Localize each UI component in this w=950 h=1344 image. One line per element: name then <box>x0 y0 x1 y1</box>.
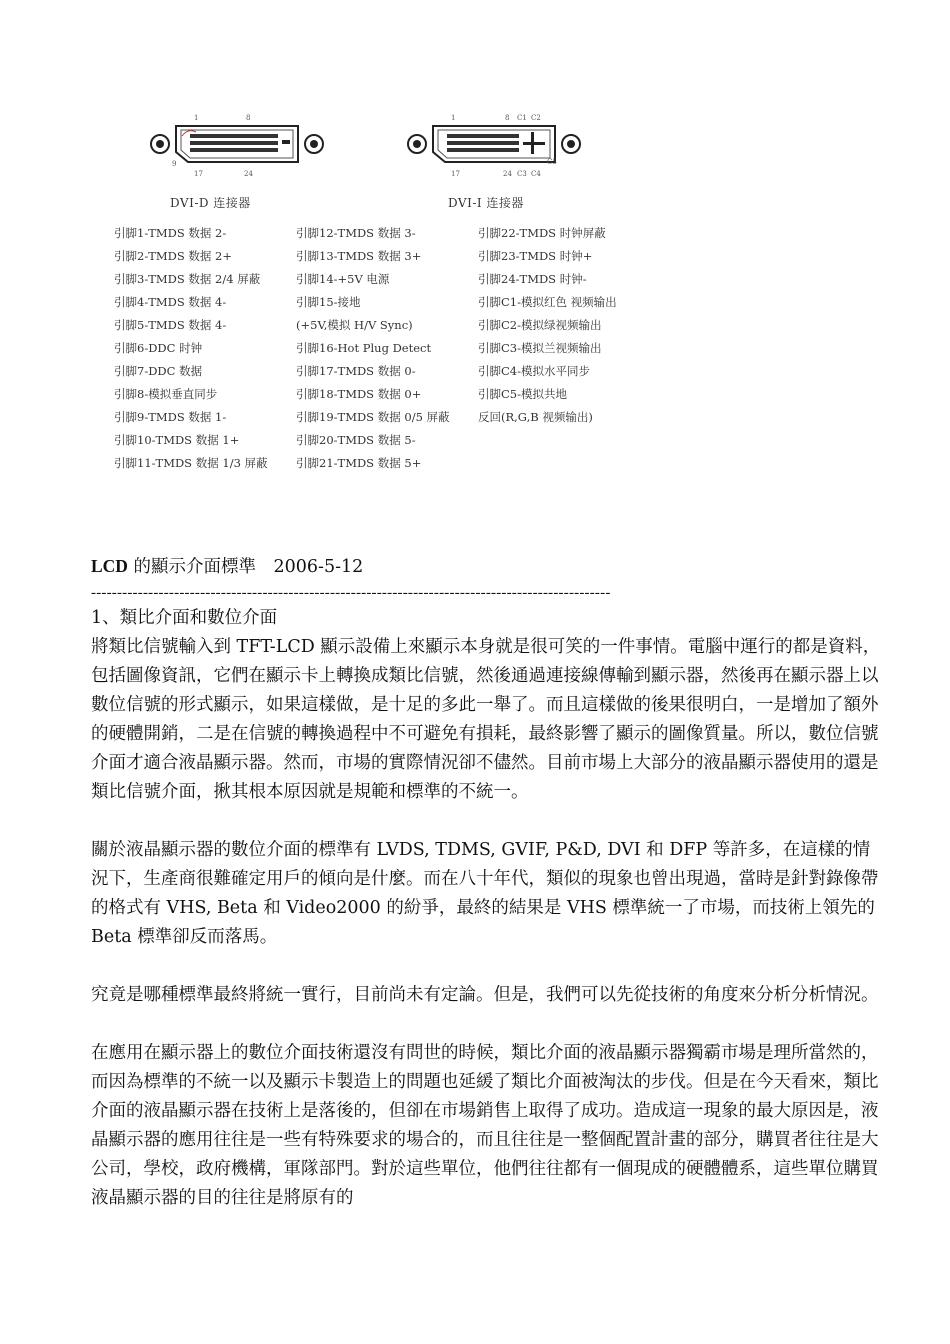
divider-line: ---------------------------------------------------------------------------------------------------- <box>91 585 611 601</box>
pin-entry: 引脚7-DDC 数据 <box>114 364 203 378</box>
dvi-d-label: DVI-D 连接器 <box>170 196 251 210</box>
pin-entry: 引脚22-TMDS 时钟屏蔽 <box>478 226 606 240</box>
article-title <box>91 552 881 582</box>
dvi-i-pin-label-24: 24 <box>503 170 512 178</box>
pin-entry: 引脚2-TMDS 数据 2+ <box>114 249 233 263</box>
pin-entry: 引脚3-TMDS 数据 2/4 屏蔽 <box>114 272 261 286</box>
pin-entry: 引脚23-TMDS 时钟+ <box>478 249 593 263</box>
dvi-i-pin-label-c1: C1 <box>517 114 527 122</box>
pin-entry: 引脚20-TMDS 数据 5- <box>296 433 416 447</box>
dvi-i-pin-label-c2: C2 <box>531 114 541 122</box>
pin-entry: 引脚11-TMDS 数据 1/3 屏蔽 <box>114 456 268 470</box>
dvi-d-pin-label-9: 9 <box>172 160 177 168</box>
pin-column-2 <box>296 222 450 475</box>
paragraph: 究竟是哪種標準最終將統一實行，目前尚未有定論。但是，我們可以先從技術的角度來分析分析情況。 <box>91 985 879 1005</box>
dvi-i-pin-label-c3: C3 <box>517 170 527 178</box>
pin-entry: 引脚9-TMDS 数据 1- <box>114 410 227 424</box>
pin-entry: 引脚18-TMDS 数据 0+ <box>296 387 422 401</box>
dvi-d-pin-label-24: 24 <box>244 170 253 178</box>
pin-entry: 引脚16-Hot Plug Detect <box>296 341 432 355</box>
pin-column-1 <box>114 222 268 475</box>
dvi-i-connector-drawing <box>405 108 585 182</box>
section-heading: 1、類比介面和數位介面 <box>91 608 278 628</box>
dvi-i-pin-label-c4: C4 <box>531 170 541 178</box>
pin-entry: 引脚C4-模拟水平同步 <box>478 364 591 378</box>
pin-column-3 <box>478 222 617 429</box>
pin-entry: (+5V,模拟 H/V Sync) <box>296 318 413 332</box>
article-title-rest: 的顯示介面標準 2006-5-12 <box>127 557 364 577</box>
dvi-d-pin-label-1: 1 <box>194 114 199 122</box>
dvi-i-label: DVI-I 连接器 <box>448 196 524 210</box>
dvi-i-pin-label-c5: C5 <box>547 158 557 166</box>
article-title-bold: LCD <box>91 556 128 576</box>
dvi-d-pin-label-17: 17 <box>194 170 203 178</box>
paragraph: 在應用在顯示器上的數位介面技術還沒有問世的時候，類比介面的液晶顯示器獨霸市場是理所當然的，而因為標準的不統一以及顯示卡製造上的問題也延緩了類比介面被淘汰的步伐。但是在今天看來，類比介面的液晶顯示器在技術上是落後的，但卻在市場銷售上取得了成功。造成這一現象的最大原因是，液晶顯示器的應用往往是一些有特殊要求的場合的，而且往往是一整個配置計畫的部分，購買者往往是大公司，學校，政府機構，軍隊部門。對於這些單位，他們往往都有一個現成的硬體體系，這些單位購買液晶顯示器的目的往往是將原有的 <box>91 1043 879 1208</box>
dvi-d-pin-label-8: 8 <box>246 114 251 122</box>
article-body <box>91 552 881 1242</box>
dvi-pinout-figure <box>100 100 680 480</box>
pin-entry: 引脚C1-模拟红色 视频输出 <box>478 295 617 309</box>
pin-entry: 引脚21-TMDS 数据 5+ <box>296 456 422 470</box>
pin-entry: 引脚5-TMDS 数据 4- <box>114 318 227 332</box>
pin-entry: 引脚C5-模拟共地 <box>478 387 568 401</box>
pin-entry: 引脚C3-模拟兰视频输出 <box>478 341 602 355</box>
pin-entry: 引脚C2-模拟绿视频输出 <box>478 318 602 332</box>
pin-entry: 引脚17-TMDS 数据 0- <box>296 364 416 378</box>
pin-entry: 引脚1-TMDS 数据 2- <box>114 226 227 240</box>
paragraph: 關於液晶顯示器的數位介面的標準有 LVDS, TDMS, GVIF, P&D, DVI 和 DFP 等許多，在這樣的情況下，生產商很難確定用戶的傾向是什麼。而在八十年代，類似的現象也曾出現過，當時是針對錄像帶的格式有 VHS, Beta 和 Video2000 的紛爭，最終的結果是 VHS 標準統一了市場，而技術上領先的 Beta 標準卻反而落馬。 <box>91 840 879 947</box>
pin-entry: 引脚13-TMDS 数据 3+ <box>296 249 422 263</box>
pin-entry: 引脚14-+5V 电源 <box>296 272 390 286</box>
dvi-d-connector-drawing <box>148 108 328 182</box>
paragraph: 將類比信號輸入到 TFT-LCD 顯示設備上來顯示本身就是很可笑的一件事情。電腦中運行的都是資料，包括圖像資訊，它們在顯示卡上轉換成類比信號，然後通過連接線傳輸到顯示器，然後再在顯示器上以數位信號的形式顯示，如果這樣做，是十足的多此一舉了。而且這樣做的後果很明白，一是增加了額外的硬體開銷，二是在信號的轉換過程中不可避免有損耗，最終影響了顯示的圖像質量。所以，數位信號介面才適合液晶顯示器。然而，市場的實際情況卻不儘然。目前市場上大部分的液晶顯示器使用的還是類比信號介面，揪其根本原因就是規範和標準的不統一。 <box>91 637 881 802</box>
pin-entry: 引脚10-TMDS 数据 1+ <box>114 433 240 447</box>
pin-entry: 引脚8-模拟垂直同步 <box>114 387 218 401</box>
dvi-i-pin-label-17: 17 <box>451 170 460 178</box>
dvi-i-pin-label-8: 8 <box>505 114 510 122</box>
pin-entry: 引脚12-TMDS 数据 3- <box>296 226 416 240</box>
pin-entry: 引脚4-TMDS 数据 4- <box>114 295 227 309</box>
dvi-i-pin-label-1: 1 <box>451 114 456 122</box>
pin-entry: 反回(R,G,B 视频输出) <box>478 410 593 424</box>
pin-entry: 引脚15-接地 <box>296 295 361 309</box>
pin-entry: 引脚24-TMDS 时钟- <box>478 272 587 286</box>
pin-entry: 引脚19-TMDS 数据 0/5 屏蔽 <box>296 410 450 424</box>
pin-entry: 引脚6-DDC 时钟 <box>114 341 203 355</box>
